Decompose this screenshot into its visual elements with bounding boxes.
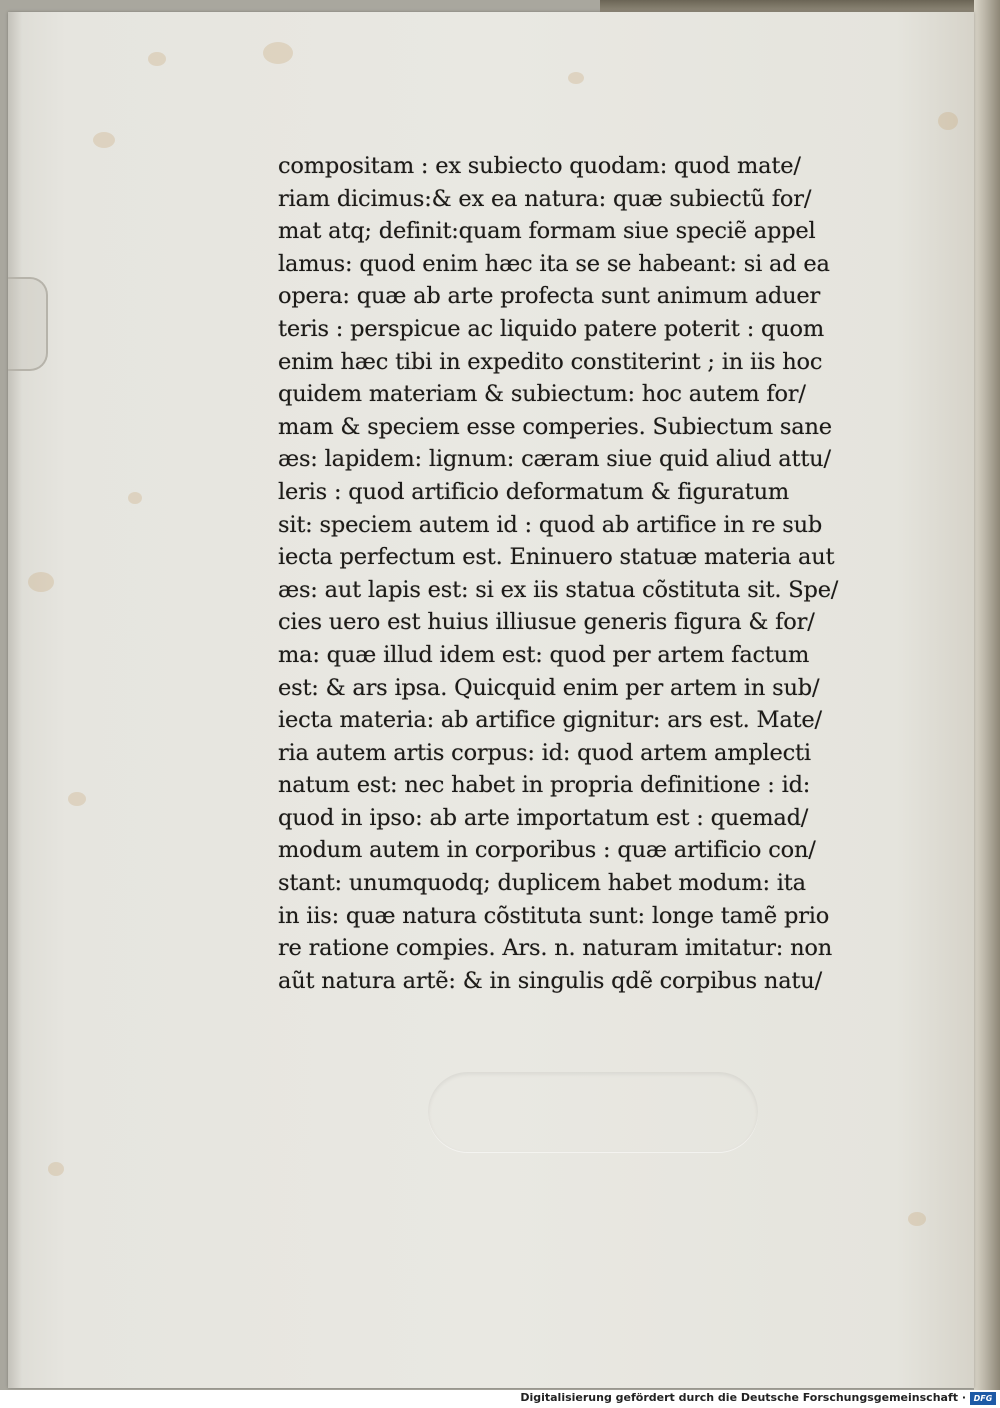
- text-line: iecta materia: ab artifice gignitur: ars est. Mate/: [278, 707, 822, 734]
- foxing-spot: [263, 42, 293, 64]
- text-line: aũt natura artẽ: & in singulis qdẽ corpibus natu/: [278, 967, 822, 994]
- embossed-impression: [428, 1072, 758, 1152]
- text-line: opera: quæ ab arte profecta sunt animum aduer: [278, 283, 821, 310]
- foxing-spot: [68, 792, 86, 806]
- text-line: compositam : ex subiecto quodam: quod mate/: [278, 153, 801, 179]
- page-gutter-shadow: [8, 12, 22, 1388]
- foxing-spot: [938, 112, 958, 130]
- foxing-spot: [48, 1162, 64, 1176]
- text-line: natum est: nec habet in propria definitione : id:: [278, 772, 811, 799]
- text-line: iecta perfectum est. Eninuero statuæ materia aut: [278, 544, 835, 571]
- book-edge-right: [974, 0, 1000, 1390]
- text-line: leris : quod artificio deformatum & figuratum: [278, 478, 790, 505]
- text-line: modum autem in corporibus : quæ artificio con/: [278, 837, 816, 864]
- text-line: stant: unumquodq; duplicem habet modum: ita: [278, 870, 806, 897]
- text-line: lamus: quod enim hæc ita se se habeant: si ad ea: [278, 250, 830, 277]
- foxing-spot: [568, 72, 584, 84]
- foxing-spot: [908, 1212, 926, 1226]
- text-block: [278, 150, 868, 997]
- foxing-spot: [28, 572, 54, 592]
- text-line: æs: aut lapis est: si ex iis statua cõstituta sit. Spe/: [278, 576, 839, 603]
- text-line: æs: lapidem: lignum: cæram siue quid aliud attu/: [278, 446, 831, 473]
- footer-bar: [0, 1390, 1000, 1408]
- clip-mark: [8, 277, 48, 371]
- foxing-spot: [148, 52, 166, 66]
- funding-credit: Digitalisierung gefördert durch die Deutsche Forschungsgemeinschaft ·: [520, 1391, 966, 1404]
- foxing-spot: [93, 132, 115, 148]
- book-page: [8, 12, 974, 1388]
- text-line: quidem materiam & subiectum: hoc autem for/: [278, 381, 806, 408]
- text-line: riam dicimus:& ex ea natura: quæ subiectũ for/: [278, 185, 812, 212]
- text-line: sit: speciem autem id : quod ab artifice in re sub: [278, 511, 823, 538]
- text-line: re ratione compies. Ars. n. naturam imitatur: non: [278, 935, 833, 962]
- text-line: enim hæc tibi in expedito constiterint ; in iis hoc: [278, 348, 823, 375]
- foxing-spot: [128, 492, 142, 504]
- text-line: ma: quæ illud idem est: quod per artem factum: [278, 641, 810, 668]
- text-line: mam & speciem esse comperies. Subiectum sane: [278, 413, 832, 440]
- text-line: in iis: quæ natura cõstituta sunt: longe tamẽ prio: [278, 902, 830, 929]
- text-line: ria autem artis corpus: id: quod artem amplecti: [278, 739, 811, 766]
- text-line: quod in ipso: ab arte importatum est : quemad/: [278, 804, 809, 831]
- text-line: est: & ars ipsa. Quicquid enim per artem in sub/: [278, 674, 820, 701]
- text-line: mat atq; definit:quam formam siue speciẽ appel: [278, 218, 816, 245]
- text-line: cies uero est huius illiusue generis figura & for/: [278, 609, 815, 636]
- dfg-logo: DFG: [970, 1392, 996, 1405]
- text-line: teris : perspicue ac liquido patere poterit : quom: [278, 315, 825, 342]
